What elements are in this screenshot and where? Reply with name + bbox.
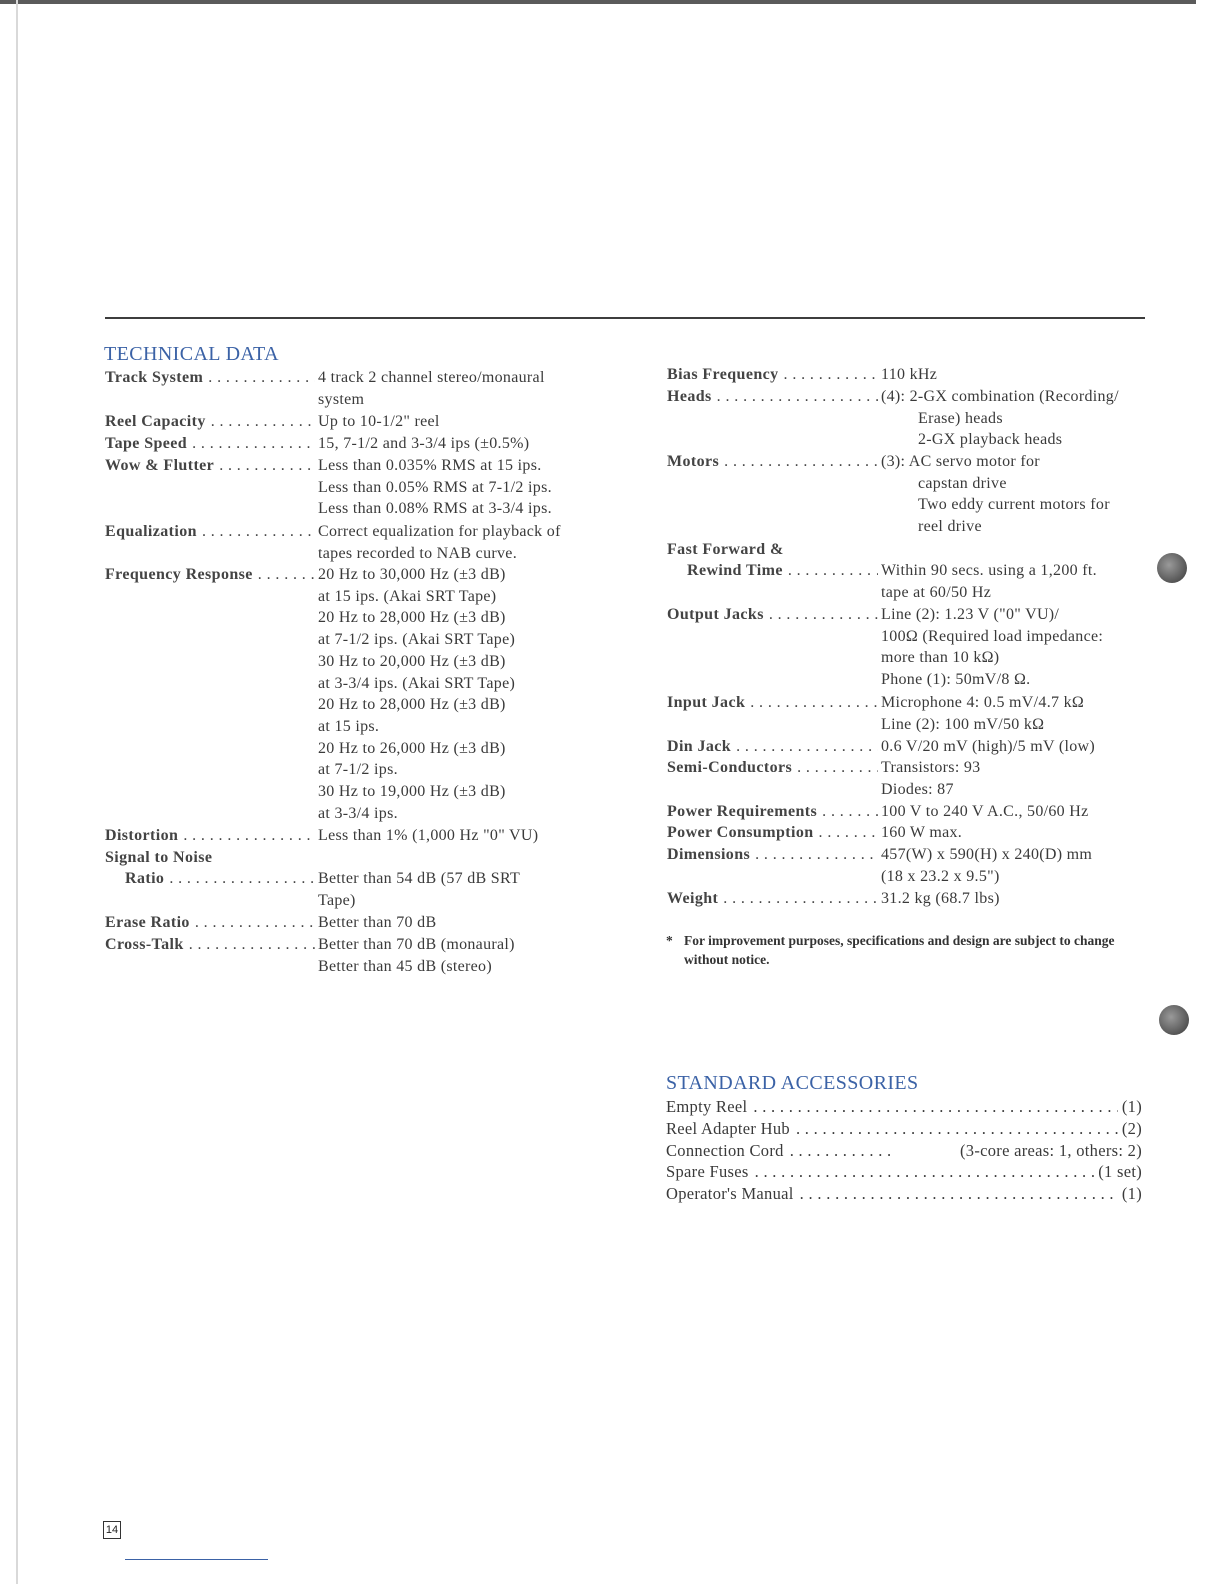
spec-semi-conductors: [667, 757, 980, 800]
footnote-text: For improvement purposes, specifications and design are subject to change without notice.: [684, 933, 1115, 967]
spec-distortion: [105, 825, 538, 847]
footnote-asterisk: *: [666, 933, 673, 948]
spec-label: Frequency Response: [105, 566, 253, 583]
spec-reel-capacity: [105, 411, 440, 433]
section-rule: [105, 317, 1145, 319]
spec-value: 30 Hz to 19,000 Hz (±3 dB): [318, 783, 506, 801]
spec-value: Correct equalization for playback of: [318, 523, 561, 540]
spec-value: reel drive: [918, 518, 982, 536]
page-number: 14: [103, 1521, 121, 1539]
accessory-item: [666, 1161, 1142, 1183]
spec-value: 100 V to 240 V A.C., 50/60 Hz: [881, 803, 1089, 820]
spec-signal-to-noise-label-line1: [105, 847, 318, 869]
spec-value: 30 Hz to 20,000 Hz (±3 dB): [318, 652, 506, 670]
spec-cross-talk: [105, 934, 515, 977]
accessory-qty: (2): [1121, 1119, 1142, 1138]
spec-rewind-time: [667, 560, 1097, 603]
spec-bias-frequency: [667, 364, 937, 386]
spec-value: 0.6 V/20 mV (high)/5 mV (low): [881, 738, 1096, 755]
spec-label: Cross-Talk: [105, 936, 184, 953]
spec-heads: [667, 386, 1119, 451]
spec-label: Motors: [667, 453, 720, 470]
spec-value: Tape): [318, 891, 356, 909]
technical-data-heading: TECHNICAL DATA: [104, 343, 279, 365]
accessory-name: Empty Reel: [666, 1097, 748, 1116]
spec-value: Erase) heads: [918, 409, 1003, 427]
spec-value: Microphone 4: 0.5 mV/4.7 kΩ: [881, 694, 1085, 711]
spec-value: (3): AC servo motor for: [881, 453, 1040, 470]
spec-value: at 3-3/4 ips.: [318, 804, 398, 822]
spec-label: Signal to Noise: [105, 849, 213, 866]
spec-label: Din Jack: [667, 738, 732, 755]
spec-label: Track System: [105, 369, 204, 386]
spec-value: tape at 60/50 Hz: [881, 583, 992, 601]
accessory-qty: (1): [1121, 1184, 1142, 1203]
spec-value: Transistors: 93: [881, 759, 981, 776]
spec-value: Less than 0.035% RMS at 15 ips.: [318, 457, 542, 474]
spec-value: at 7-1/2 ips. (Akai SRT Tape): [318, 631, 516, 649]
accessory-qty: (1): [1121, 1097, 1142, 1116]
spec-value: Less than 0.08% RMS at 3-3/4 ips.: [318, 500, 552, 518]
spec-frequency-response: [105, 564, 515, 824]
spec-value: Better than 54 dB (57 dB SRT: [318, 870, 521, 887]
spec-label: Heads: [667, 388, 712, 405]
spec-din-jack: [667, 736, 1095, 758]
left-page-edge: [16, 0, 18, 1584]
spec-value: Better than 45 dB (stereo): [318, 957, 492, 975]
accessory-name: Connection Cord: [666, 1141, 784, 1160]
spec-value: at 7-1/2 ips.: [318, 761, 398, 779]
spec-value: 20 Hz to 26,000 Hz (±3 dB): [318, 739, 506, 757]
spec-value: 110 kHz: [881, 366, 938, 383]
spec-label: Wow & Flutter: [105, 457, 215, 474]
footnote: [666, 931, 1156, 969]
spec-value: 100Ω (Required load impedance:: [881, 627, 1104, 645]
spec-value: Better than 70 dB: [318, 914, 437, 931]
spec-label: Output Jacks: [667, 606, 764, 623]
spec-value: at 15 ips.: [318, 717, 380, 735]
spec-power-consumption: [667, 822, 962, 844]
spec-tape-speed: [105, 433, 529, 455]
spec-signal-to-noise: [105, 868, 520, 911]
top-edge-band: [0, 0, 1196, 4]
spec-value: tapes recorded to NAB curve.: [318, 544, 517, 562]
footer-line: [125, 1559, 268, 1560]
spec-label: Weight: [667, 890, 719, 907]
spec-value: (18 x 23.2 x 9.5"): [881, 867, 1000, 885]
spec-label: Rewind Time: [687, 562, 783, 579]
spec-value: at 15 ips. (Akai SRT Tape): [318, 587, 497, 605]
spec-value: Two eddy current motors for: [918, 496, 1110, 514]
spec-wow-flutter: [105, 455, 552, 520]
spec-value: Better than 70 dB (monaural): [318, 936, 515, 953]
spec-label: Equalization: [105, 523, 197, 540]
spec-value: capstan drive: [918, 474, 1007, 492]
spec-equalization: [105, 521, 561, 564]
spec-erase-ratio: [105, 912, 436, 934]
accessory-qty: (3-core areas: 1, others: 2): [959, 1141, 1142, 1160]
spec-label: Ratio: [125, 870, 165, 887]
spec-label: Erase Ratio: [105, 914, 190, 931]
spec-output-jacks: [667, 604, 1103, 691]
spec-track-system: [105, 367, 545, 410]
spec-label: Power Requirements: [667, 803, 818, 820]
binder-hole: [1159, 1005, 1189, 1035]
spec-label: Reel Capacity: [105, 413, 206, 430]
spec-value: Diodes: 87: [881, 780, 954, 798]
spec-value: Up to 10-1/2" reel: [318, 413, 440, 430]
spec-value: more than 10 kΩ): [881, 649, 1000, 667]
binder-hole: [1157, 553, 1187, 583]
spec-label: Semi-Conductors: [667, 759, 793, 776]
spec-label: Power Consumption: [667, 824, 814, 841]
spec-value: Within 90 secs. using a 1,200 ft.: [881, 562, 1097, 579]
spec-weight: [667, 888, 1000, 910]
spec-value: 4 track 2 channel stereo/monaural: [318, 369, 545, 386]
spec-value: at 3-3/4 ips. (Akai SRT Tape): [318, 674, 516, 692]
spec-value: 457(W) x 590(H) x 240(D) mm: [881, 846, 1093, 863]
spec-value: 20 Hz to 28,000 Hz (±3 dB): [318, 696, 506, 714]
accessory-item: [666, 1118, 1142, 1140]
spec-value: Line (2): 1.23 V ("0" VU)/: [881, 606, 1060, 623]
spec-label: Bias Frequency: [667, 366, 779, 383]
accessory-name: Operator's Manual: [666, 1184, 794, 1203]
spec-value: 20 Hz to 28,000 Hz (±3 dB): [318, 609, 506, 627]
spec-value: Less than 1% (1,000 Hz "0" VU): [318, 827, 539, 844]
spec-label: Input Jack: [667, 694, 746, 711]
accessory-item: [666, 1096, 1142, 1118]
standard-accessories-heading: STANDARD ACCESSORIES: [666, 1072, 919, 1094]
spec-fast-forward-label-line1: [667, 539, 881, 561]
spec-label: Distortion: [105, 827, 179, 844]
spec-label: Fast Forward &: [667, 541, 784, 558]
spec-dimensions: [667, 844, 1092, 887]
spec-value: 160 W max.: [881, 824, 963, 841]
accessory-item: [666, 1140, 1142, 1162]
spec-value: (4): 2-GX combination (Recording/: [881, 388, 1119, 405]
spec-value: Less than 0.05% RMS at 7-1/2 ips.: [318, 478, 552, 496]
spec-value: system: [318, 390, 365, 408]
accessory-qty: (1 set): [1098, 1162, 1142, 1181]
spec-value: 15, 7-1/2 and 3-3/4 ips (±0.5%): [318, 435, 530, 452]
spec-power-requirements: [667, 801, 1089, 823]
spec-input-jack: [667, 692, 1084, 735]
accessory-item: [666, 1183, 1142, 1205]
spec-value: 31.2 kg (68.7 lbs): [881, 890, 1000, 907]
spec-value: 2-GX playback heads: [918, 431, 1063, 449]
spec-value: 20 Hz to 30,000 Hz (±3 dB): [318, 566, 506, 583]
spec-value: Line (2): 100 mV/50 kΩ: [881, 715, 1045, 733]
spec-motors: [667, 451, 1110, 538]
accessory-name: Reel Adapter Hub: [666, 1119, 790, 1138]
spec-label: Dimensions: [667, 846, 751, 863]
accessory-name: Spare Fuses: [666, 1162, 749, 1181]
spec-value: Phone (1): 50mV/8 Ω.: [881, 671, 1031, 689]
spec-label: Tape Speed: [105, 435, 188, 452]
